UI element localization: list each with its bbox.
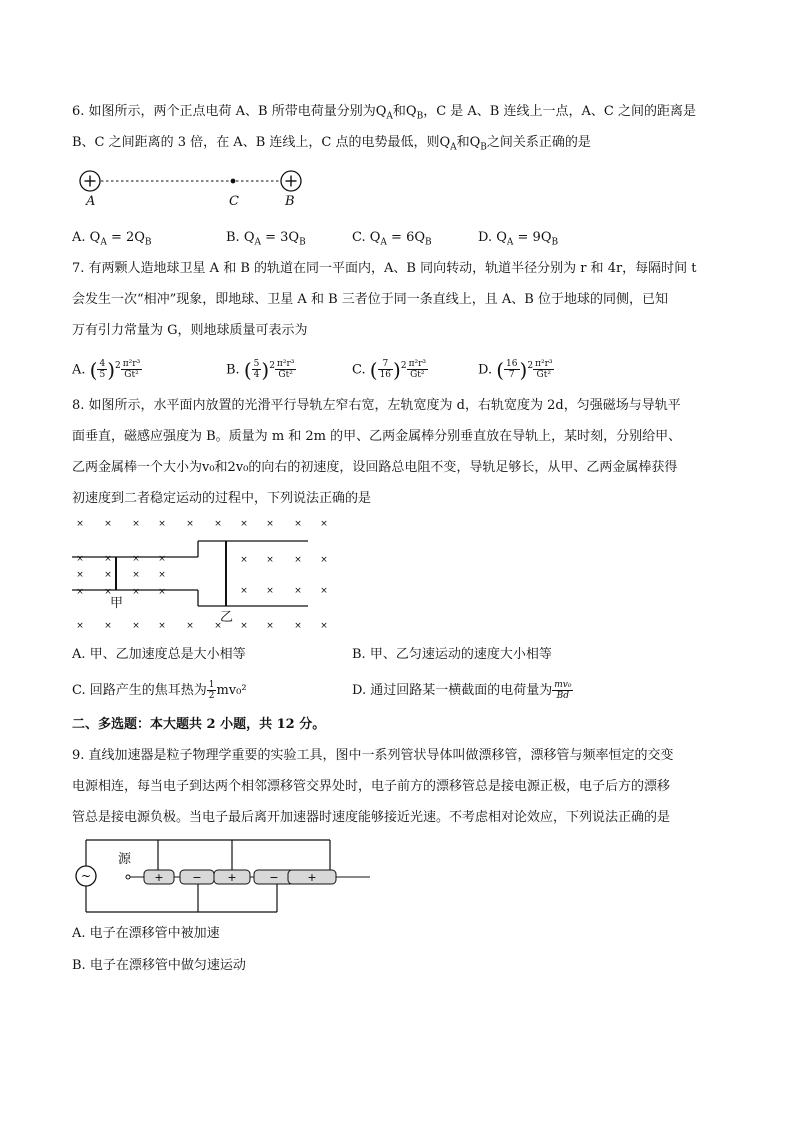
q7-option-a: A. ( $\frac{4}{5}$ )$^2$ $\frac{\text{π²r³}}{\text{Gt²}}$ xyxy=(72,357,141,382)
field-cross-icon: × xyxy=(104,621,112,631)
field-cross-icon: × xyxy=(240,519,248,529)
field-cross-icon: × xyxy=(158,519,166,529)
q7-line-1: 7. 有两颗人造地球卫星 A 和 B 的轨道在同一平面内，A、B 同向转动，轨道半径分别为 r 和 4r，每隔时间 t xyxy=(72,261,697,276)
q8-line-1: 8. 如图所示，水平面内放置的光滑平行导轨左窄右宽，左轨宽度为 d，右轨宽度为 2d，匀强磁场与导轨平 xyxy=(72,398,681,413)
field-cross-icon: × xyxy=(76,519,84,529)
tube-sign: + xyxy=(307,871,317,884)
q7-line-2: 会发生一次“相冲”现象，即地球、卫星 A 和 B 三者位于同一条直线上，且 A、B 位于地球的同侧，已知 xyxy=(72,292,668,307)
field-cross-icon: × xyxy=(214,621,222,631)
field-cross-icon: × xyxy=(158,554,166,564)
field-cross-icon: × xyxy=(132,570,140,580)
field-cross-icon: × xyxy=(320,555,328,565)
q9-option-b: B. 电子在漂移管中做匀速运动 xyxy=(72,958,246,973)
field-cross-icon: × xyxy=(294,519,302,529)
field-cross-icon: × xyxy=(266,586,274,596)
q6-option-c: C. $Q_A = 6Q_B$ xyxy=(352,230,432,248)
charge-b-icon xyxy=(281,171,301,191)
q8-line-2: 面垂直，磁感应强度为 B。质量为 m 和 2m 的甲、乙两金属棒分别垂直放在导轨上，某时刻，分别给甲、 xyxy=(72,429,682,444)
field-cross-icon: × xyxy=(158,587,166,597)
field-cross-icon: × xyxy=(214,519,222,529)
field-cross-icon: × xyxy=(266,555,274,565)
field-cross-icon: × xyxy=(320,519,328,529)
field-cross-icon: × xyxy=(104,587,112,597)
point-c-icon xyxy=(231,179,236,184)
q8-rail-figure xyxy=(72,514,342,634)
q9-option-a: A. 电子在漂移管中被加速 xyxy=(72,926,220,941)
electron-source-icon xyxy=(126,875,130,879)
q7-option-d: D. ( $\frac{16}{7}$ )$^2$ $\frac{\text{π²r³}}{\text{Gt²}}$ xyxy=(478,357,553,382)
field-cross-icon: × xyxy=(132,587,140,597)
field-cross-icon: × xyxy=(76,554,84,564)
q7-line-3: 万有引力常量为 G，则地球质量可表示为 xyxy=(72,323,308,338)
svg-text:~: ~ xyxy=(80,869,92,883)
q8-option-b: B. 甲、乙匀速运动的速度大小相等 xyxy=(352,647,552,662)
q8-option-a: A. 甲、乙加速度总是大小相等 xyxy=(72,647,246,662)
field-cross-icon: × xyxy=(132,621,140,631)
field-cross-icon: × xyxy=(266,519,274,529)
q6-option-d: D. $Q_A = 9Q_B$ xyxy=(478,230,559,248)
q6-option-a: A. $Q_A = 2Q_B$ xyxy=(72,230,152,248)
field-cross-icon: × xyxy=(104,570,112,580)
field-cross-icon: × xyxy=(294,586,302,596)
field-cross-icon: × xyxy=(186,621,194,631)
field-cross-icon: × xyxy=(240,555,248,565)
q6-label-c: C xyxy=(229,194,239,209)
field-cross-icon: × xyxy=(104,554,112,564)
field-cross-icon: × xyxy=(76,621,84,631)
charge-a-icon xyxy=(80,171,100,191)
section-2-heading: 二、多选题：本大题共 2 小题，共 12 分。 xyxy=(72,717,326,732)
field-cross-icon: × xyxy=(240,621,248,631)
tube-sign: − xyxy=(192,871,202,884)
q9-line-3: 管总是接电源负极。当电子最后离开加速器时速度能够接近光速。不考虑相对论效应，下列说法正确的是 xyxy=(72,810,671,825)
field-cross-icon: × xyxy=(158,570,166,580)
tube-sign: + xyxy=(227,871,237,884)
q9-line-1: 9. 直线加速器是粒子物理学重要的实验工具，图中一系列管状导体叫做漂移管，漂移管与频率恒定的交变 xyxy=(72,748,674,763)
field-cross-icon: × xyxy=(104,519,112,529)
q7-option-b: B. ( $\frac{5}{4}$ )$^2$ $\frac{\text{π²r³}}{\text{Gt²}}$ xyxy=(226,357,295,382)
q8-line-3: 乙两金属棒一个大小为v₀和2v₀的向右的初速度，设回路总电阻不变，导轨足够长，从甲、乙两金属棒获得 xyxy=(72,460,678,475)
tube-sign: + xyxy=(154,871,164,884)
field-cross-icon: × xyxy=(76,570,84,580)
field-cross-icon: × xyxy=(294,555,302,565)
tube-sign: − xyxy=(269,871,279,884)
field-cross-icon: × xyxy=(266,621,274,631)
q8-label-jia: 甲 xyxy=(110,596,124,611)
q9-accelerator-figure xyxy=(72,836,372,916)
field-cross-icon: × xyxy=(158,621,166,631)
q7-option-c: C. ( $\frac{7}{16}$ )$^2$ $\frac{\text{π²r³}}{\text{Gt²}}$ xyxy=(352,357,427,382)
field-cross-icon: × xyxy=(76,587,84,597)
q8-option-c: C. 回路产生的焦耳热为 $\frac{1}{2}$ mv₀² xyxy=(72,680,247,701)
q8-label-yi: 乙 xyxy=(220,610,234,625)
q6-charge-figure xyxy=(72,168,312,210)
q8-option-d: D. 通过回路某一横截面的电荷量为 $\frac{\text{mv₀}}{Bd}$ xyxy=(352,680,572,701)
field-cross-icon: × xyxy=(240,586,248,596)
q9-source-label: 源 xyxy=(118,852,132,867)
q6-option-b: B. $Q_A = 3Q_B$ xyxy=(226,230,306,248)
field-cross-icon: × xyxy=(186,519,194,529)
field-cross-icon: × xyxy=(320,621,328,631)
field-cross-icon: × xyxy=(294,621,302,631)
q8-line-4: 初速度到二者稳定运动的过程中，下列说法正确的是 xyxy=(72,491,372,506)
q6-label-b: B xyxy=(285,194,295,209)
q6-line-2: B、C 之间距离的 3 倍，在 A、B 连线上，C 点的电势最低，则$Q_A$和$Q_B$之间关系正确的是 xyxy=(72,135,591,153)
q6-line-1: 6. 如图所示，两个正点电荷 A、B 所带电荷量分别为$Q_A$和$Q_B$，C 是 A、B 连线上一点，A、C 之间的距离是 xyxy=(72,104,696,122)
field-cross-icon: × xyxy=(320,586,328,596)
field-cross-icon: × xyxy=(132,554,140,564)
field-cross-icon: × xyxy=(132,519,140,529)
q9-line-2: 电源相连，每当电子到达两个相邻漂移管交界处时，电子前方的漂移管总是接电源正极，电子后方的漂移 xyxy=(72,779,671,794)
q6-label-a: A xyxy=(86,194,96,209)
